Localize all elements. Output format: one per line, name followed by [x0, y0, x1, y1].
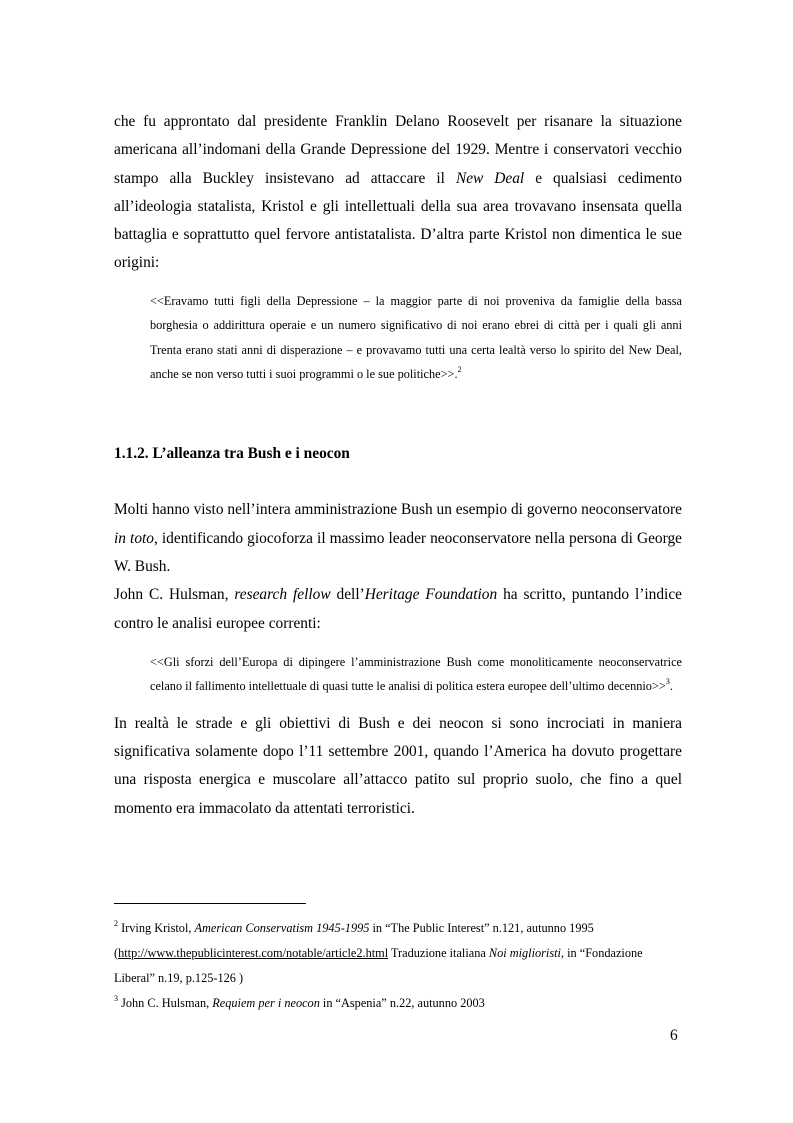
text-span: dell’ [330, 586, 365, 604]
italic-heritage-foundation: Heritage Foundation [364, 586, 498, 604]
text-span: Traduzione italiana [388, 946, 489, 960]
text-span: , in “Fondazione Liberal” n.19, p.125-126 ) [114, 946, 643, 985]
italic-in-toto: in toto [114, 529, 154, 547]
text-span: ha scritto, puntando l’indice contro le analisi europee correnti: [114, 586, 682, 632]
footnote-ref-3[interactable]: 3 [665, 677, 670, 687]
footnote-number: 3 [114, 994, 118, 1003]
page-body [114, 108, 682, 823]
footnote-separator [114, 903, 306, 904]
text-span: e qualsiasi cedimento all’ideologia statalista, Kristol e gli intellettuali della sua area trovavano insensata quella battaglia e soprattutto quel fervore antistatalista. D’altra parte Kristol non dimentica le sue origini: [114, 169, 682, 272]
footnote-link[interactable]: http://www.thepublicinterest.com/notable/article2.html [118, 946, 389, 960]
paragraph-3 [114, 581, 682, 638]
text-span: , identificando giocoforza il massimo leader neoconservatore nella persona di George W. Bush. [114, 529, 682, 575]
text-span: John C. Hulsman, [114, 586, 235, 604]
paragraph-1 [114, 108, 682, 278]
footnotes [114, 916, 682, 1016]
footnote-3 [114, 991, 682, 1016]
text-span: in “The Public Interest” n.121, autunno 1995 ( [114, 921, 594, 960]
italic-title: Requiem per i neocon [212, 996, 320, 1010]
section-heading: 1.1.2. L’alleanza tra Bush e i neocon [114, 445, 350, 463]
paragraph-4: In realtà le strade e gli obiettivi di Bush e dei neocon si sono incrociati in maniera significativa solamente dopo l’11 settembre 2001, quando l’America ha dovuto progettare una risposta energica e muscolare all’attacco patito sul proprio suolo, che fino a quel momento era immacolato da attentati terroristici. [114, 714, 682, 817]
italic-new-deal: New Deal [455, 169, 525, 187]
page-number: 6 [670, 1027, 678, 1044]
italic-title: American Conservatism 1945-1995 [194, 921, 370, 935]
italic-title: Noi miglioristi [488, 946, 561, 960]
footnote-2 [114, 916, 682, 991]
text-span: che fu approntato dal presidente Franklin Delano Roosevelt per risanare la situazione americana all’indomani della Grande Depressione del 1929. Mentre i conservatori vecchio stampo alla Buckley insistevano ad attaccare il [114, 113, 682, 187]
text-span: . [669, 679, 673, 694]
quote-text: <<Eravamo tutti figli della Depressione – la maggior parte di noi proveniva da famiglie della bassa borghesia o addirittura operaie e un numero significativo di noi erano ebrei di città per i quali gli anni Trenta erano stati anni di disperazione – e provavamo tutti una certa lealtà verso lo spirito del New Deal, anche se non verso tutti i suoi programmi o le sue politiche>>. [150, 293, 682, 381]
footnote-number: 2 [114, 919, 118, 928]
text-span: Irving Kristol, [118, 921, 195, 935]
text-span: Molti hanno visto nell’intera amministrazione Bush un esempio di governo neoconservatore [114, 501, 682, 519]
text-span: in “Aspenia” n.22, autunno 2003 [319, 996, 485, 1010]
quote-text: <<Gli sforzi dell’Europa di dipingere l’amministrazione Bush come monoliticamente neoconservatrice celano il fallimento intellettuale di quasi tutte le analisi di politica estera europee dell’ultimo decennio>> [150, 654, 682, 694]
paragraph-2 [114, 496, 682, 581]
footnote-ref-2[interactable]: 2 [457, 365, 462, 374]
text-span: John C. Hulsman, [118, 996, 213, 1010]
block-quote-2 [150, 650, 682, 699]
italic-research-fellow: research fellow [234, 586, 331, 604]
block-quote-1 [150, 289, 682, 387]
